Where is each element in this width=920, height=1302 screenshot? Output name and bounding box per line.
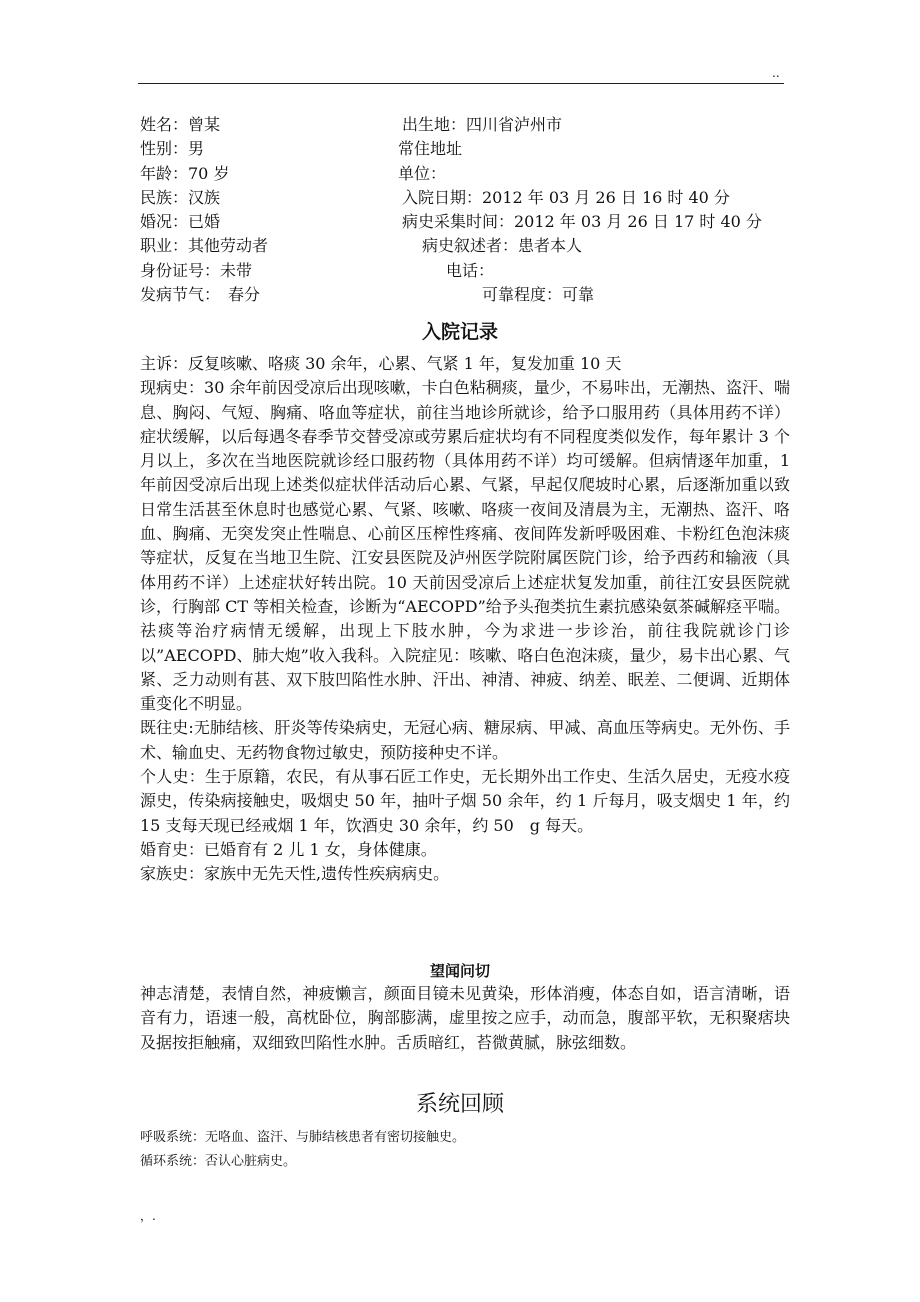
info-left: 年龄：70 岁 (140, 163, 230, 183)
info-row (140, 259, 800, 283)
info-left: 婚况：已婚 (140, 212, 221, 232)
info-left: 民族：汉族 (140, 187, 221, 207)
header-mark: .. (772, 66, 780, 80)
personal-history: 个人史：生于原籍，农民，有从事石匠工作史，无长期外出工作史、生活久居史，无疫水疫源史，传染病接触史，吸烟史 50 年，抽叶子烟 50 余年，约 1 斤每月，吸支烟史 1 年，约 15 支每天现已经戒烟 1 年，饮酒史 30 余年，约 50 g 每天。 (140, 767, 790, 835)
info-right: 病史采集时间：2012 年 03 月 26 日 17 时 40 分 (402, 212, 762, 232)
info-right: 入院日期：2012 年 03 月 26 日 16 时 40 分 (402, 187, 730, 207)
family-history: 家族史：家族中无先天性,遗传性疾病病史。 (140, 864, 450, 884)
info-right: 常住地址 (398, 139, 463, 159)
admission-body (140, 352, 790, 887)
info-row (140, 210, 800, 234)
exam-text: 神志清楚，表情自然，神疲懒言，颜面目镜未见黄染，形体消瘦，体态自如，语言清晰，语音有力，语速一般，高枕卧位，胸部膨满，虚里按之应手，动而急，腹部平软，无积聚痞块及据按拒触痛，双细致凹陷性水肿。舌质暗红，苔微黄腻，脉弦细数。 (140, 984, 790, 1052)
chief-complaint: 主诉：反复咳嗽、咯痰 30 余年，心累、气紧 1 年，复发加重 10 天 (140, 354, 622, 373)
info-row (140, 186, 800, 210)
info-right: 病史叙述者：患者本人 (422, 236, 583, 256)
info-row (140, 137, 800, 161)
past-history: 既往史:无肺结核、肝炎等传染病史，无冠心病、糖尿病、甲减、高血压等病史。无外伤、手术、输血史、无药物食物过敏史，预防接种史不详。 (140, 718, 790, 762)
info-left: 姓名：曾某 (140, 115, 221, 134)
info-right: 单位： (398, 163, 447, 183)
info-row (140, 234, 800, 258)
info-right: 电话： (446, 260, 495, 280)
exam-body (140, 982, 790, 1055)
patient-info (140, 113, 800, 307)
circulatory-system: 循环系统：否认心脏病史。 (140, 1154, 297, 1169)
info-row (140, 162, 800, 186)
exam-title: 望闻问切 (429, 962, 490, 980)
respiratory-system: 呼吸系统：无咯血、盗汗、与肺结核患者有密切接触史。 (140, 1130, 466, 1145)
info-right: 出生地：四川省泸州市 (402, 115, 563, 134)
info-left: 性别：男 (140, 139, 205, 159)
present-illness: 现病史：30 余年前因受凉后出现咳嗽，卡白色粘稠痰，量少，不易咔出，无潮热、盗汗、喘息、胸闷、气短、胸痛、咯血等症状，前往当地诊所就诊，给予口服用药（具体用药不详）症状缓解，以后每遇冬春季节交替受凉或劳累后症状均有不同程度类似发作，每年累计 3 个月以上，多次在当地医院就诊经口服药物（具体用药不详）均可缓解。但病情逐年加重，1 年前因受凉后出现上述类似症状伴活动后心累、气紧，早起仅爬坡时心累，后逐渐加重以致日常生活甚至休息时也感觉心累、气紧、咳嗽、咯痰一夜间及清晨为主，无潮热、盗汗、咯血、胸痛、无突发突止性喘息、心前区压榨性疼痛、夜间阵发新呼吸困难、卡粉红色泡沫痰等症状，反复在当地卫生院、江安县医院及泸州医学院附属医院门诊，给予西药和输液（具体用药不详）上述症状好转出院。10 天前因受凉后上述症状复发加重，前往江安县医院就诊，行胸部 CT 等相关检查，诊断为“AECOPD”给予头孢类抗生素抗感染氨茶碱解痉平喘。祛痰等治疗病情无缓解，出现上下肢水肿，今为求进一步诊治，前往我院就诊门诊以”AECOPD、肺大炮”收入我科。入院症见：咳嗽、咯白色泡沫痰，量少，易卡出心累、气紧、乏力动则有甚、双下肢凹陷性水肿、汗出、神清、神疲、纳差、眠差、二便调、近期体重变化不明显。 (140, 378, 790, 714)
header-rule (138, 83, 784, 84)
info-row (140, 283, 800, 307)
footer-mark: ，. (140, 1209, 156, 1223)
review-title: 系统回顾 (415, 1092, 504, 1117)
review-body (140, 1126, 790, 1174)
info-right: 可靠程度：可靠 (482, 285, 595, 305)
info-left: 发病节气： 春分 (140, 285, 261, 305)
info-left: 身份证号：未带 (140, 260, 253, 280)
admission-record-title: 入院记录 (421, 321, 498, 343)
info-row (140, 113, 800, 137)
info-left: 职业：其他劳动者 (140, 236, 269, 256)
marital-history: 婚育史：已婚育有 2 儿 1 女，身体健康。 (140, 839, 437, 859)
